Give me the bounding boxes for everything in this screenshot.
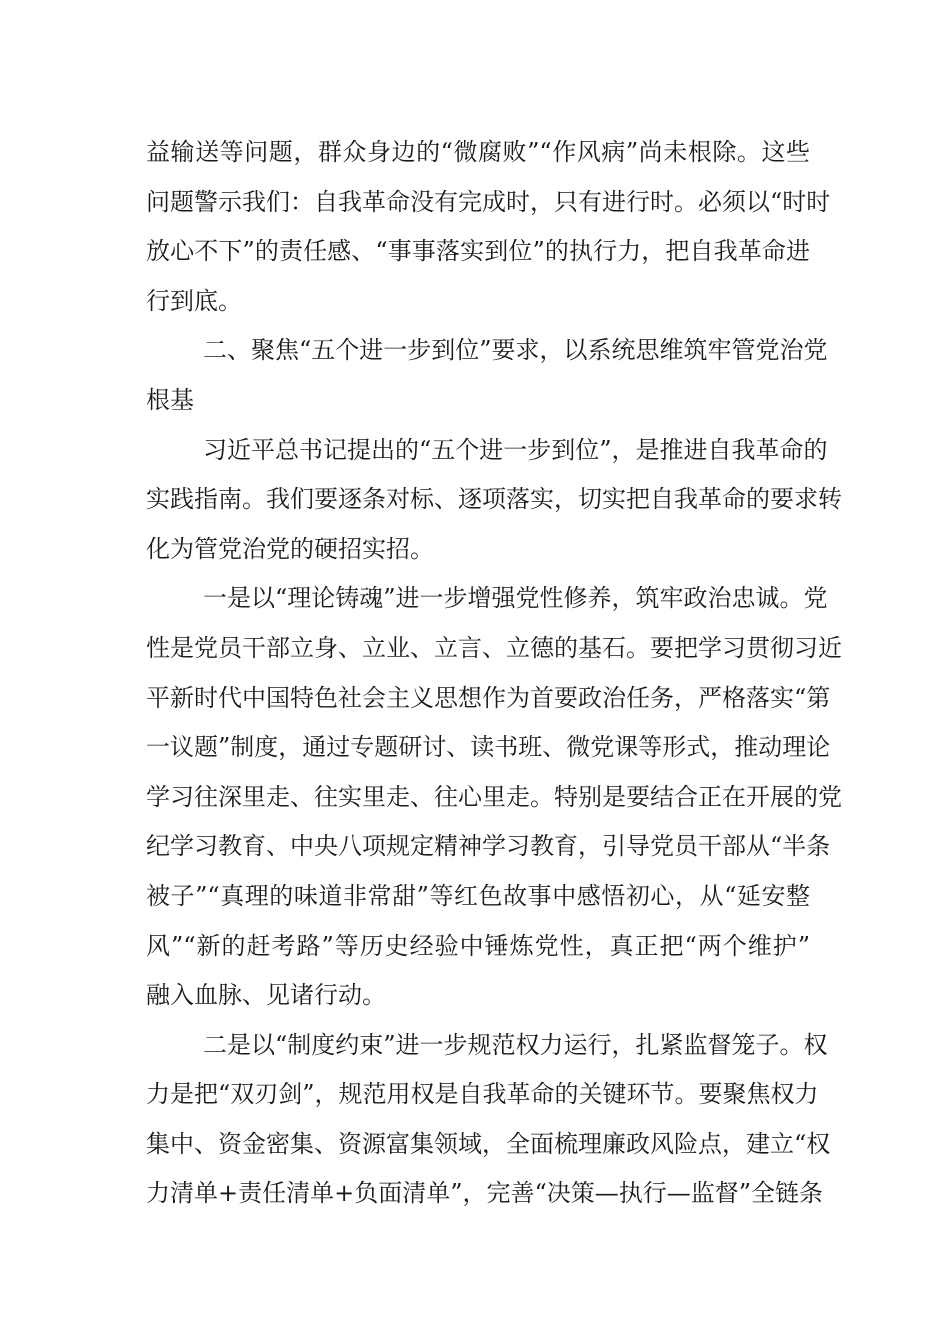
text-line: 问题警示我们：自我革命没有完成时，只有进行时。必须以“时时 (146, 187, 831, 216)
text-line: 益输送等问题，群众身边的“微腐败”“作风病”尚未根除。这些 (146, 138, 810, 166)
text-line: 二、聚焦“五个进一步到位”要求，以系统思维筑牢管党治党 (203, 336, 828, 365)
text-line: 根基 (146, 385, 194, 414)
text-line: 一议题”制度，通过专题研讨、读书班、微党课等形式，推动理论 (146, 733, 831, 762)
text-line: 二是以“制度约束”进一步规范权力运行，扎紧监督笼子。权 (203, 1030, 828, 1059)
text-line: 融入血脉、见诸行动。 (146, 981, 386, 1010)
text-line: 习近平总书记提出的“五个进一步到位”，是推进自我革命的 (203, 435, 828, 464)
text-line: 化为管党治党的硬招实招。 (146, 534, 434, 563)
text-line: 学习往深里走、往实里走、往心里走。特别是要结合正在开展的党 (146, 782, 842, 811)
text-line: 性是党员干部立身、立业、立言、立德的基石。要把学习贯彻习近 (146, 633, 842, 662)
text-line: 一是以“理论铸魂”进一步增强党性修养，筑牢政治忠诚。党 (203, 584, 828, 613)
text-line: 力是把“双刃剑”，规范用权是自我革命的关键环节。要聚焦权力 (146, 1080, 819, 1109)
paragraph-point-two (146, 1021, 831, 1219)
text-line: 放心不下”的责任感、“事事落实到位”的执行力，把自我革命进 (146, 237, 810, 266)
text-line: 力清单+责任清单+负面清单”，完善“决策—执行—监督”全链条 (146, 1179, 824, 1208)
paragraph-point-one (146, 574, 842, 1020)
paragraph-intro (146, 426, 842, 575)
text-line: 行到底。 (146, 286, 242, 315)
text-line: 被子”“真理的味道非常甜”等红色故事中感悟初心，从“延安整 (146, 881, 810, 910)
paragraph-continuation (146, 128, 831, 326)
text-line: 集中、资金密集、资源富集领域，全面梳理廉政风险点，建立“权 (146, 1129, 831, 1158)
text-line: 纪学习教育、中央八项规定精神学习教育，引导党员干部从“半条 (146, 832, 831, 861)
section-heading (146, 326, 828, 425)
text-line: 平新时代中国特色社会主义思想作为首要政治任务，严格落实“第 (146, 683, 831, 712)
text-line: 实践指南。我们要逐条对标、逐项落实，切实把自我革命的要求转 (146, 485, 842, 514)
text-line: 风”“新的赶考路”等历史经验中锤炼党性，真正把“两个维护” (146, 931, 810, 960)
document-body (146, 128, 842, 1219)
